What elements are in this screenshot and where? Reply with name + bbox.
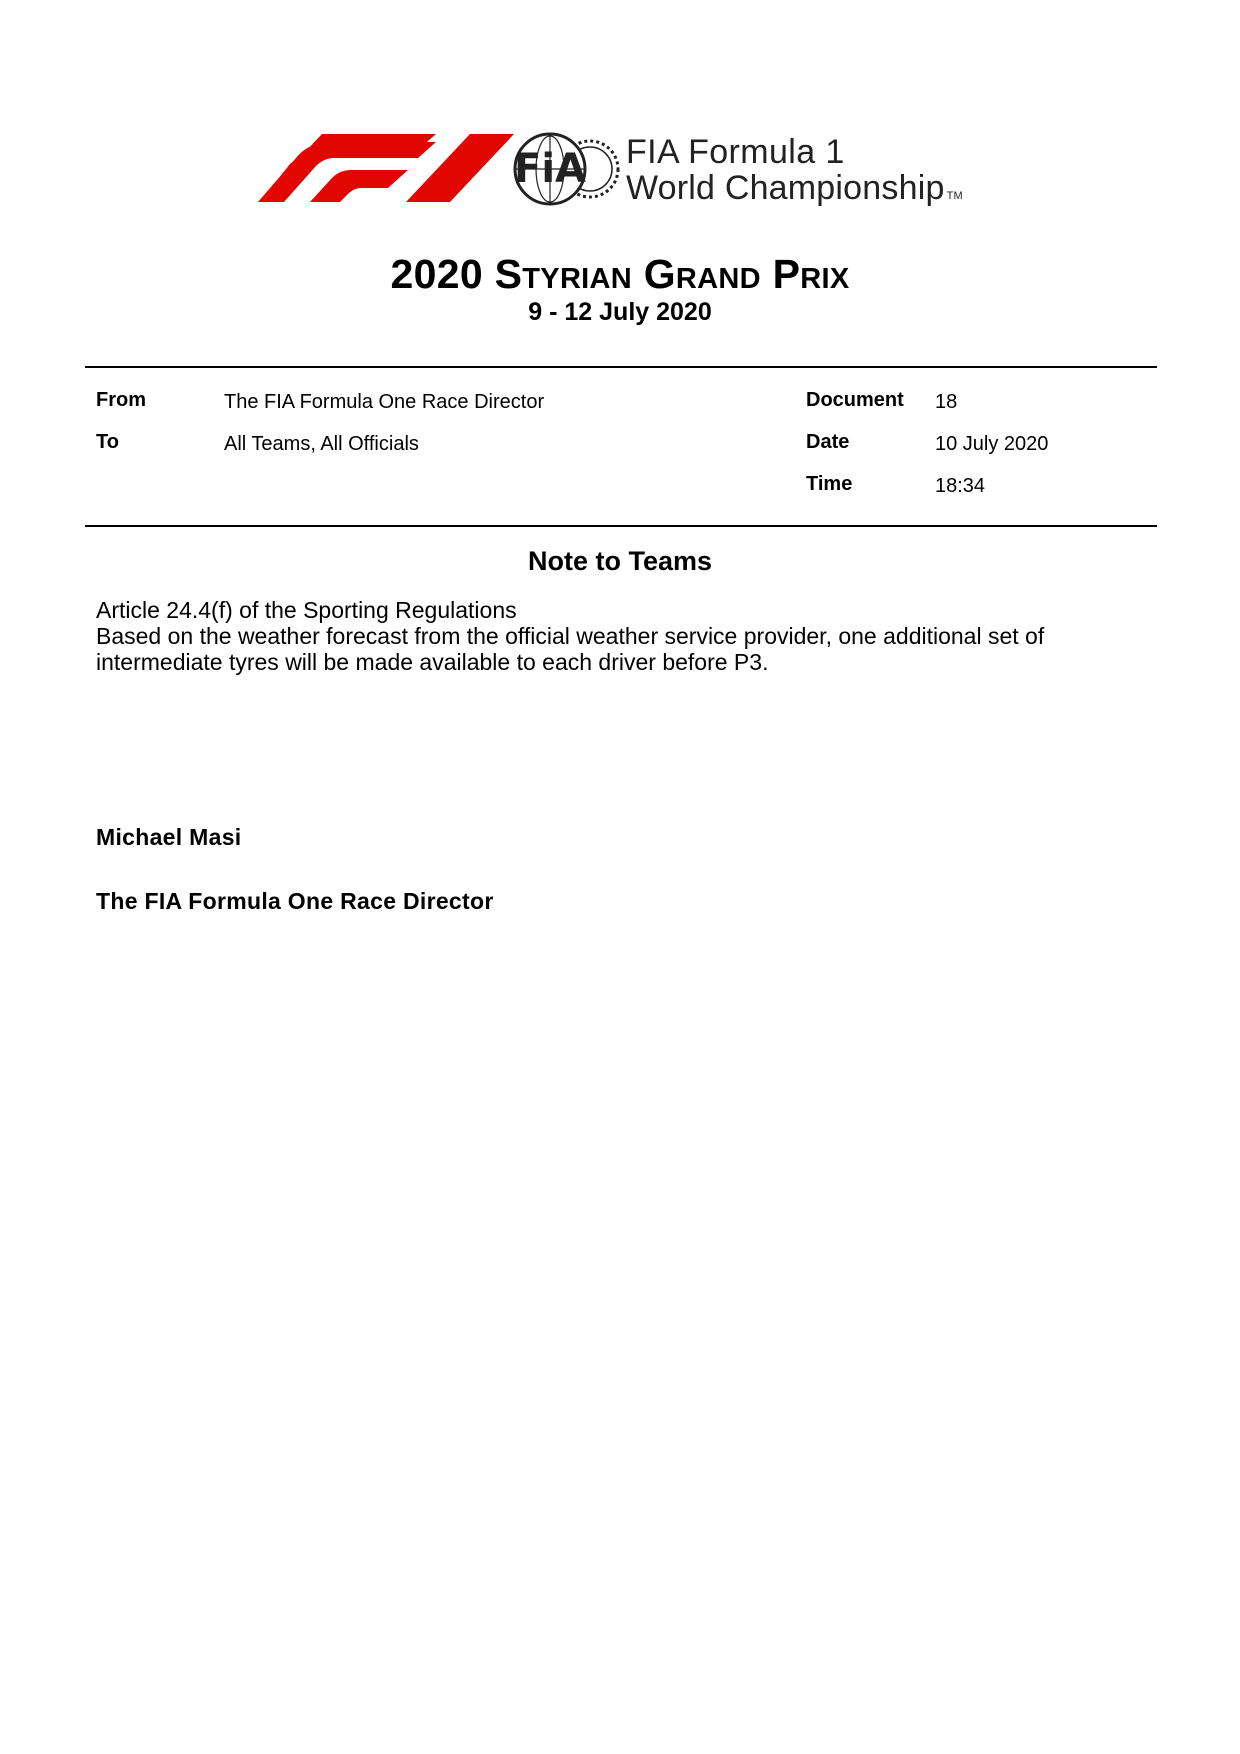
- brand-line2: [626, 170, 963, 214]
- brand-line2-text: World Championship: [626, 169, 945, 207]
- trademark-mark: TM: [946, 190, 963, 202]
- note-paragraph-detail: Based on the weather forecast from the official weather service provider, one additional set of intermediate tyres will be made available to each driver before P3.: [96, 623, 1045, 675]
- date-value: 10 July 2020: [935, 433, 1049, 455]
- divider-top: [85, 366, 1157, 368]
- note-paragraph-article: Article 24.4(f) of the Sporting Regulations: [96, 597, 517, 623]
- fia-logo-icon: [512, 130, 620, 208]
- signer-title: The FIA Formula One Race Director: [96, 888, 494, 914]
- brand-line1: FIA Formula 1: [626, 133, 845, 171]
- from-label: From: [96, 389, 146, 411]
- from-value: The FIA Formula One Race Director: [224, 391, 545, 413]
- time-value: 18:34: [935, 475, 986, 497]
- note-heading: Note to Teams: [527, 546, 713, 576]
- signer-name: Michael Masi: [96, 824, 242, 850]
- event-dates: 9 - 12 July 2020: [528, 298, 712, 326]
- document-value: 18: [935, 391, 958, 413]
- note-body: [96, 597, 1156, 675]
- to-value: All Teams, All Officials: [224, 433, 419, 455]
- date-label: Date: [806, 431, 850, 453]
- fia-logo-letters: FiA: [514, 146, 586, 192]
- f1-logo-icon: [258, 134, 514, 202]
- to-label: To: [96, 431, 119, 453]
- event-title: [0, 250, 1240, 298]
- divider-bottom: [85, 525, 1157, 527]
- document-label: Document: [806, 389, 904, 411]
- brand-wordmark: [626, 134, 963, 214]
- event-name: Styrian Grand Prix: [494, 251, 850, 297]
- time-label: Time: [806, 473, 853, 495]
- event-year: 2020: [390, 251, 483, 297]
